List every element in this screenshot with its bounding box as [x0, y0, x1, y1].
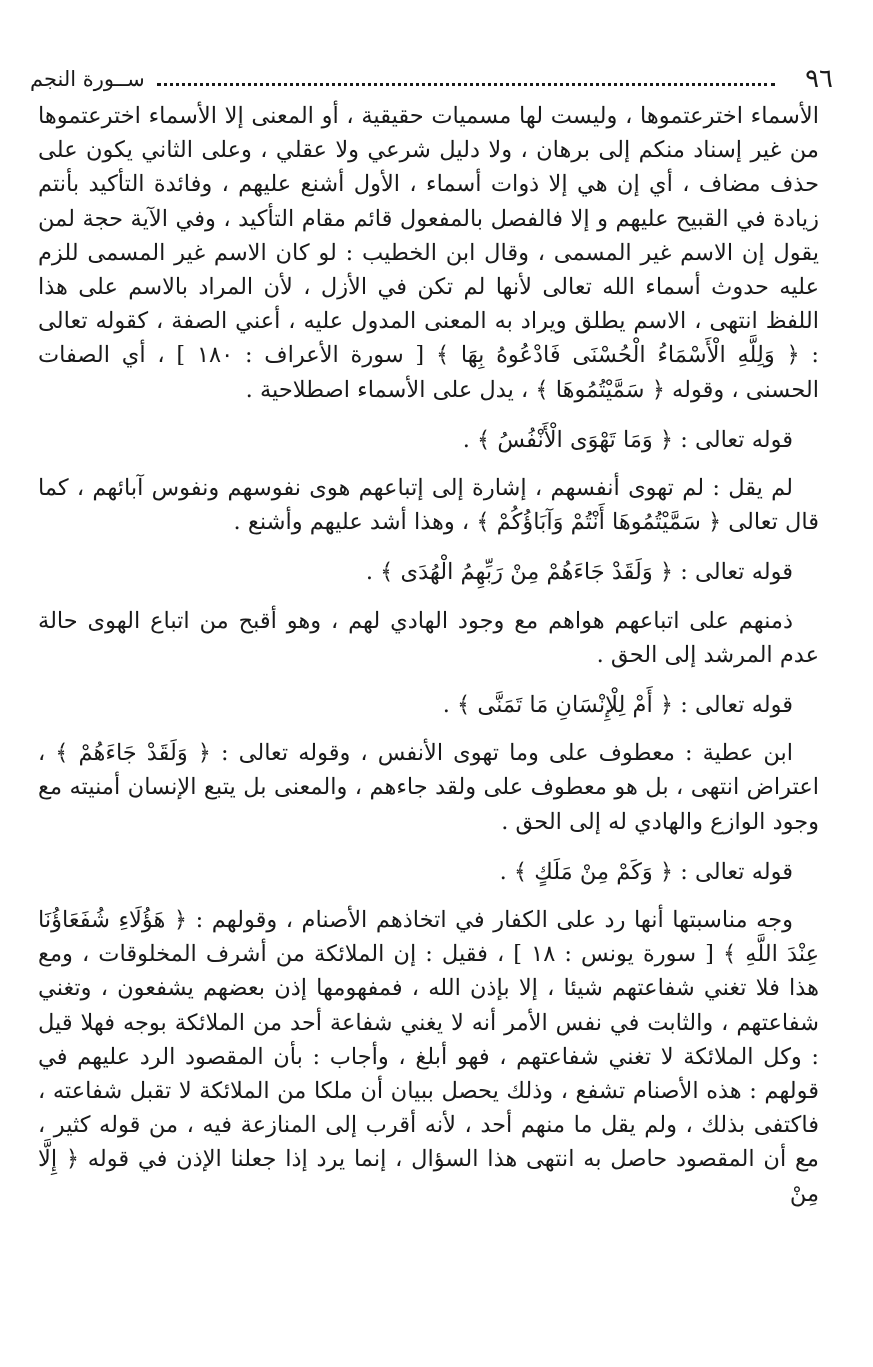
- page-number: ٩٦: [805, 64, 833, 94]
- verse-heading: قوله تعالى : ﴿ وَكَمْ مِنْ مَلَكٍ ﴾ .: [499, 858, 793, 885]
- page-body: [38, 99, 819, 1211]
- paragraph-commentary: ابن عطية : معطوف على وما تهوى الأنفس ، وقوله تعالى : ﴿ وَلَقَدْ جَاءَهُمْ ﴾ ، اعتراض انتهى ، بل هو معطوف على ولقد جاءهم ، والمعنى بل يتبع الإنسان أمنيته مع وجود الوازع والهادي له إلى الحق .: [38, 740, 819, 835]
- verse-heading: قوله تعالى : ﴿ أَمْ لِلْإِنْسَانِ مَا تَمَنَّى ﴾ .: [442, 692, 793, 719]
- running-header: [30, 58, 833, 94]
- header-dotted-leader: [157, 65, 775, 86]
- paragraph-commentary: لم يقل : لم تهوى أنفسهم ، إشارة إلى إتباعهم هوى نفوسهم ونفوس آبائهم ، كما قال تعالى ﴿ سَمَّيْتُمُوهَا أَنْتُمْ وَآبَاؤُكُمْ ﴾ ، وهذا أشد عليهم وأشنع .: [38, 475, 819, 536]
- paragraph-commentary: وجه مناسبتها أنها رد على الكفار في اتخاذهم الأصنام ، وقولهم : ﴿ هَؤُلَاءِ شُفَعَاؤُنَا عِنْدَ اللَّهِ ﴾ [ سورة يونس : ١٨ ] ، فقيل : إن الملائكة من أشرف المخلوقات ، ومع هذا فلا تغني شفاعتهم شيئا ، إلا بإذن الله ، فمفهومها إذن بعضهم يشفعون ، وتغني شفاعتهم ، والثابت في نفس الأمر أنه لا يغني شفاعة أحد من الملائكة بوجه فهلا قيل : وكل الملائكة لا تغني شفاعتهم ، فهو أبلغ ، وأجاب : بأن المقصود الرد عليهم في قولهم : هذه الأصنام تشفع ، وذلك يحصل ببيان أن ملكا من الملائكة لا تقبل شفاعته ، فاكتفى بذلك ، ولم يقل ما منهم أحد ، لأنه أقرب إلى المنازعة فيه ، من قوله كثير ، مع أن المقصود حاصل به انتهى هذا السؤال ، إنما يرد إذا جعلنا الإذن في قوله ﴿ إِلَّا مِنْ: [38, 907, 819, 1207]
- verse-heading: قوله تعالى : ﴿ وَمَا تَهْوَى الْأَنْفُسُ ﴾ .: [462, 426, 793, 453]
- verse-heading: قوله تعالى : ﴿ وَلَقَدْ جَاءَهُمْ مِنْ رَبِّهِمُ الْهُدَى ﴾ .: [365, 559, 793, 586]
- surah-title: ســورة النجم: [30, 67, 145, 91]
- paragraph-commentary: ذمنهم على اتباعهم هواهم مع وجود الهادي لهم ، وهو أقبح من اتباع الهوى حالة عدم المرشد إلى الحق .: [38, 607, 819, 668]
- paragraph-commentary: الأسماء اخترعتموها ، وليست لها مسميات حقيقية ، أو المعنى إلا الأسماء اخترعتموها من غير إسناد منكم إلى برهان ، ولا دليل شرعي ولا عقلي ، وعلى الثاني يكون على حذف مضاف ، أي إن هي إلا ذوات أسماء ، الأول أشنع عليهم ، وفائدة التأكيد بأنتم زيادة في القبيح عليهم و إلا فالفصل بالمفعول قائم مقام التأكيد ، وفي الآية حجة لمن يقول إن الاسم غير المسمى ، وقال ابن الخطيب : لو كان الاسم غير المسمى للزم عليه حدوث أسماء الله تعالى لأنها لم تكن في الأزل ، لأن المراد بالاسم على هذا اللفظ انتهى ، الاسم يطلق ويراد به المعنى المدول عليه ، أعني الصفة ، كقوله تعالى : ﴿ وَلِلَّهِ الْأَسْمَاءُ الْحُسْنَى فَادْعُوهُ بِهَا ﴾ [ سورة الأعراف : ١٨٠ ] ، أي الصفات الحسنى ، وقوله ﴿ سَمَّيْتُمُوهَا ﴾ ، يدل على الأسماء اصطلاحية .: [38, 103, 819, 403]
